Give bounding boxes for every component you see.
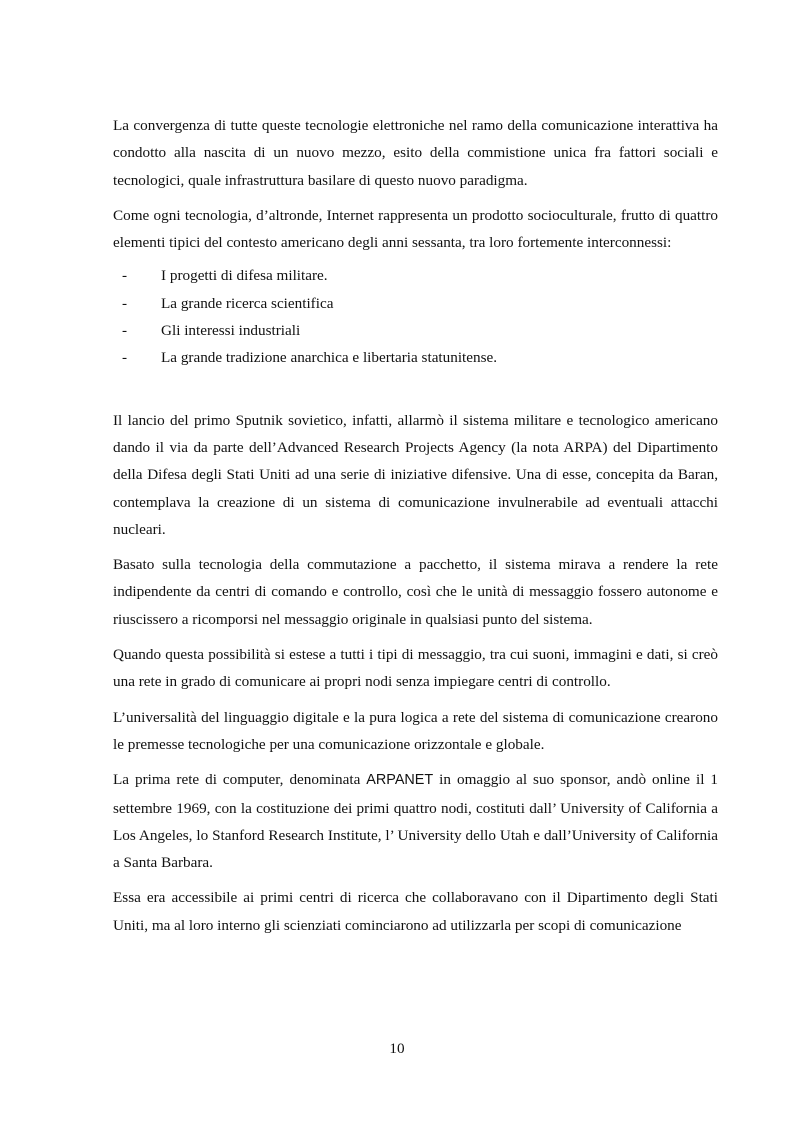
paragraph-messaggi: Quando questa possibilità si estese a tutti i tipi di messaggio, tra cui suoni, immagini e dati, si creò una rete in grado di comunicare ai propri nodi senza impiegare centri di controllo.: [113, 646, 718, 691]
page-number: 10: [389, 1040, 405, 1057]
list-item-text: Gli interessi industriali: [161, 322, 301, 340]
paragraph-arpanet: [113, 766, 718, 876]
arpanet-intro-text: La prima rete di computer, denominata: [113, 771, 367, 789]
section-spacer: [113, 372, 718, 407]
paragraph-sputnik: Il lancio del primo Sputnik sovietico, infatti, allarmò il sistema militare e tecnologico americano dando il via da parte dell’Advanced Research Projects Agency (la nota ARPA) del Dipartimento della Difesa degli Stati Uniti ad una serie di iniziative difensive. Una di esse, concepita da Baran, contemplava la creazione di un sistema di comunicazione invulnerabile ad eventuali attacchi nucleari.: [113, 411, 718, 538]
paragraph-internet-prodotto: Come ogni tecnologia, d’altronde, Internet rappresenta un prodotto socioculturale, frutto di quattro elementi tipici del contesto americano degli anni sessanta, tra loro fortemente interconnessi:: [113, 206, 718, 252]
paragraph-universalita: L’universalità del linguaggio digitale e la pura logica a rete del sistema di comunicazione crearono le premesse tecnologiche per una comunicazione orizzontale e globale.: [113, 708, 718, 753]
list-item-text: La grande ricerca scientifica: [161, 294, 334, 312]
list-item: [113, 344, 718, 371]
document-body: [113, 112, 718, 947]
list-item: [113, 290, 718, 317]
list-item-text: La grande tradizione anarchica e libertaria statunitense.: [161, 349, 498, 367]
elements-list: [113, 262, 718, 371]
list-dash: -: [122, 349, 128, 367]
list-item: [113, 317, 718, 344]
paragraph-commutazione: Basato sulla tecnologia della commutazione a pacchetto, il sistema mirava a rendere la rete indipendente da centri di comando e controllo, così che le unità di messaggio fossero autonome e riuscissero a ricomporsi nel messaggio originale in qualsiasi punto del sistema.: [113, 556, 718, 628]
paragraph-convergenza: La convergenza di tutte queste tecnologie elettroniche nel ramo della comunicazione interattiva ha condotto alla nascita di un nuovo mezzo, esito della commistione unica fra fattori sociali e tecnologici, quale infrastruttura basilare di questo nuovo paradigma.: [113, 117, 718, 189]
list-dash: -: [122, 294, 128, 312]
list-item-text: I progetti di difesa militare.: [161, 267, 328, 285]
list-item: [113, 262, 718, 289]
list-dash: -: [122, 267, 128, 285]
list-dash: -: [122, 322, 128, 340]
arpanet-name: ARPANET: [366, 772, 434, 789]
paragraph-accessibile: Essa era accessibile ai primi centri di ricerca che collaboravano con il Dipartimento degli Stati Uniti, ma al loro interno gli scienziati cominciarono ad utilizzarla per scopi di comunicazione: [113, 889, 718, 934]
arpanet-rest-text: in omaggio al suo sponsor, andò online il 1 settembre 1969, con la costituzione dei primi quattro nodi, costituti dall’ University of California a Los Angeles, lo Stanford Research Institute, l’ University dello Utah e dall’University of California a Santa Barbara.: [113, 771, 718, 872]
